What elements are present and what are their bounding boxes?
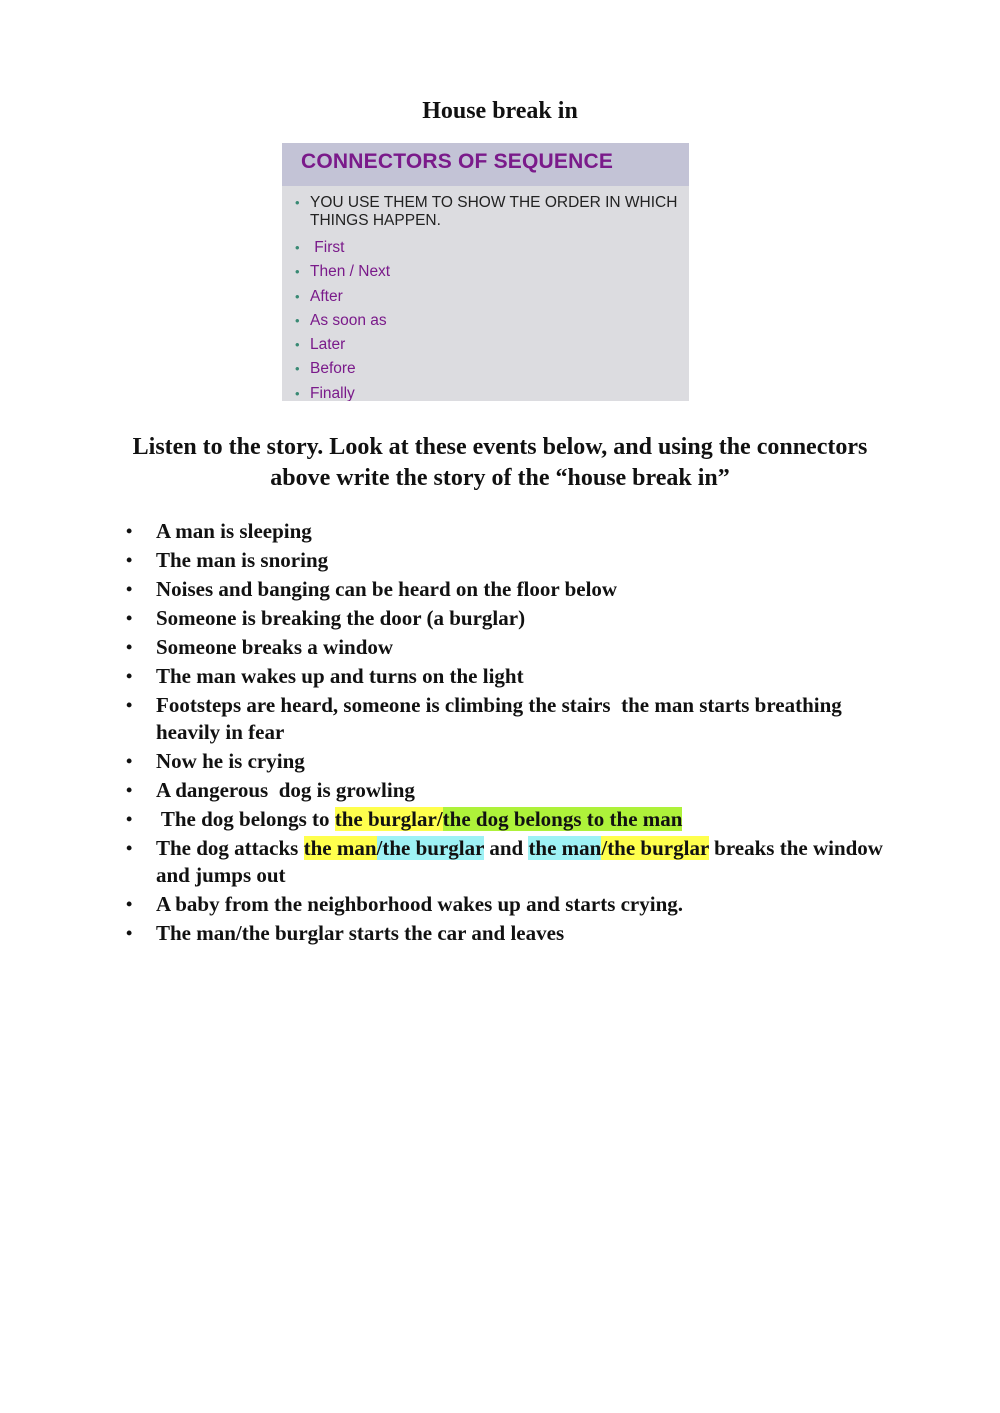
- list-item: • Footsteps are heard, someone is climbing the stairs the man starts breathing heavily in fear: [126, 693, 848, 744]
- slide-body: [282, 186, 689, 401]
- bullet-dot-icon: •: [295, 385, 300, 401]
- bullet-icon: •: [126, 751, 133, 771]
- bullet-dot-icon: •: [295, 264, 300, 280]
- list-item: • Now he is crying: [126, 749, 305, 773]
- bullet-icon: •: [126, 780, 133, 800]
- events-list: [120, 518, 910, 949]
- slide-intro: • YOU USE THEM TO SHOW THE ORDER IN WHICH THINGS HAPPEN.: [295, 194, 678, 229]
- slide-heading: CONNECTORS OF SEQUENCE: [282, 143, 689, 186]
- instructions: Listen to the story. Look at these events below, and using the connectors above write the story of the “house break in”: [132, 434, 868, 491]
- list-item: • The dog belongs to the burglar/the dog belongs to the man: [126, 807, 683, 831]
- bullet-dot-icon: •: [295, 195, 300, 210]
- list-item: • The dog attacks the man/the burglar and the man/the burglar breaks the window and jumps out: [126, 836, 883, 887]
- highlight-yellow: the burglar/: [334, 807, 443, 831]
- bullet-icon: •: [126, 521, 133, 541]
- bullet-icon: •: [126, 579, 133, 599]
- bullet-dot-icon: •: [295, 361, 300, 377]
- connector-item: • Then / Next: [294, 260, 679, 284]
- highlight-yellow: the man: [303, 836, 377, 860]
- bullet-icon: •: [126, 838, 133, 858]
- connector-item: • First: [294, 236, 679, 260]
- connector-item: • As soon as: [294, 309, 679, 333]
- list-item: • The man is snoring: [126, 548, 329, 572]
- bullet-icon: •: [126, 666, 133, 686]
- bullet-icon: •: [126, 923, 133, 943]
- bullet-dot-icon: •: [295, 240, 300, 255]
- list-item: • A baby from the neighborhood wakes up and starts crying.: [126, 892, 684, 916]
- bullet-icon: •: [126, 695, 133, 715]
- connectors-slide-image: [282, 143, 689, 401]
- list-item: • A man is sleeping: [126, 519, 312, 543]
- connector-item: • Finally: [294, 382, 679, 401]
- bullet-icon: •: [126, 894, 133, 914]
- list-item: • Someone breaks a window: [126, 635, 394, 659]
- bullet-dot-icon: •: [295, 312, 300, 328]
- connector-item: • After: [294, 285, 679, 309]
- bullet-icon: •: [126, 608, 133, 628]
- list-item: • Noises and banging can be heard on the floor below: [126, 577, 618, 601]
- page-title: House break in: [422, 98, 578, 124]
- highlight-cyan: /the burglar: [376, 836, 485, 860]
- list-item: • A dangerous dog is growling: [126, 778, 415, 802]
- list-item: • The man/the burglar starts the car and leaves: [126, 921, 565, 945]
- bullet-icon: •: [126, 550, 133, 570]
- bullet-icon: •: [126, 809, 133, 829]
- connector-item: • Before: [294, 357, 679, 381]
- highlight-yellow: /the burglar: [601, 836, 709, 860]
- bullet-dot-icon: •: [295, 288, 300, 304]
- bullet-dot-icon: •: [295, 337, 300, 353]
- connector-item: • Later: [294, 333, 679, 357]
- list-item: • Someone is breaking the door (a burglar): [126, 606, 526, 630]
- highlight-green: the dog belongs to the man: [442, 807, 683, 831]
- bullet-icon: •: [126, 637, 133, 657]
- list-item: • The man wakes up and turns on the light: [126, 664, 524, 688]
- highlight-cyan: the man: [528, 836, 602, 860]
